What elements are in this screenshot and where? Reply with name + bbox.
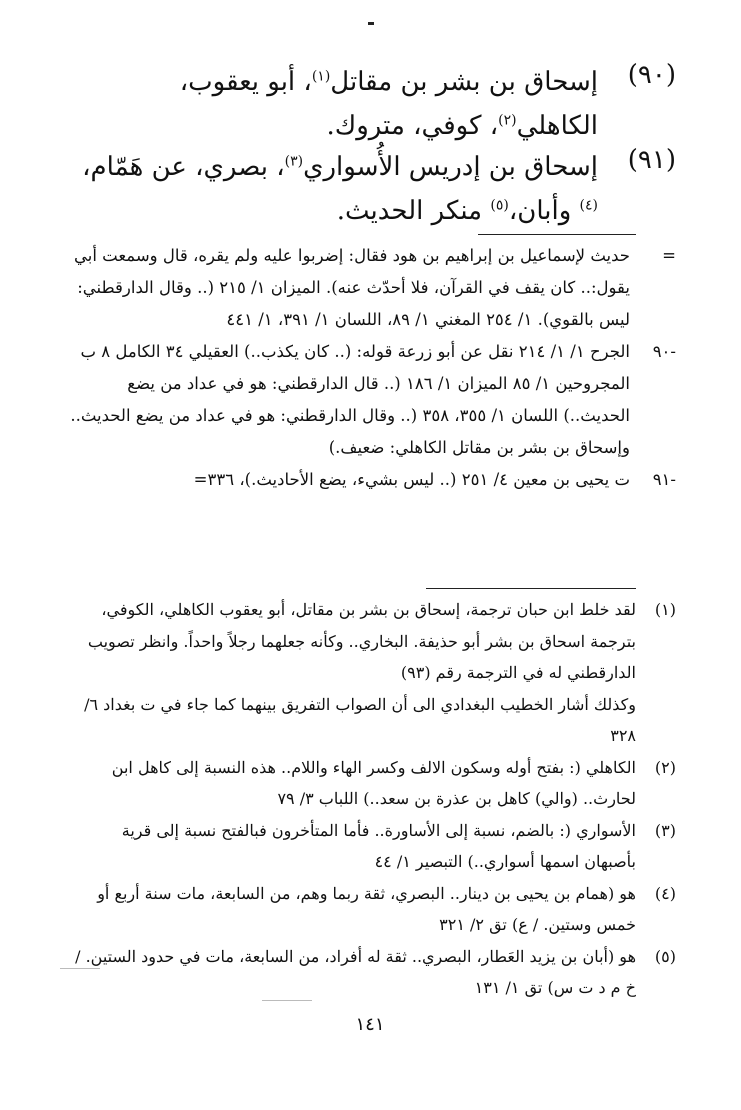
footnote-marker[interactable]: (٣) [284,153,304,170]
reference-marker: -٩٠ [652,342,676,361]
reference-90 [68,336,676,464]
entry-text-part: إسحاق بن بشر بن مقاتل [330,67,598,97]
entry-text-part: منكر الحديث. [336,196,491,226]
entry-text-part: ، كوفي، متروك. [326,111,499,141]
footnote-number: (٥) [654,946,676,966]
reference-91 [68,464,676,496]
footnote-number: (٤) [654,883,676,903]
reference-continued [68,240,676,336]
footnote-2 [68,752,676,815]
reference-text: حديث لإسماعيل بن إبراهيم بن هود فقال: إضربوا عليه ولم يقره، قال وسمعت أبي يقول:.. كان يقف في القرآن، فلا أحدّث عنه). الميزان ١/ ٢١٥ (.. وقال الدارقطني: ليس بالقوي). ١/ ٢٥٤ المغني ١/ ٨٩، اللسان ١/ ٣٩١، ١/ ٤٤١ [73,246,630,329]
entry-number: (٩٠) [627,60,676,90]
entry-text-part: ، بصري، عن هَمّام، [82,152,285,182]
separator-rule [478,234,636,235]
footnote-rule [426,588,636,589]
reference-text: الجرح ١/ ١/ ٢١٤ نقل عن أبو زرعة قوله: (.. كان يكذب..) العقيلي ٣٤ الكامل ٨ ب المجروحين ١/ ٨٥ الميزان ١/ ١٨٦ (.. قال الدارقطني: هو في عداد من يضع الحديث..) اللسان ١/ ٣٥٥، ٣٥٨ (.. وقال الدارقطني: هو في عداد من يضع الحديث.. وإسحاق بن بشر بن مقاتل الكاهلي: ضعيف.) [70,342,630,457]
footnote-1 [68,594,676,689]
entry-text-part: ، أبو يعقوب، الكاهلي [179,67,598,141]
entry-text-part: وأبان، [508,196,580,226]
footnote-3 [68,815,676,878]
footnote-4 [68,878,676,941]
footnote-marker[interactable]: (٥) [490,197,509,214]
footnote-5 [68,941,676,1004]
reference-marker: = [662,246,676,265]
footnote-number: (٢) [654,757,676,777]
footnote-marker[interactable]: (٢) [498,112,517,129]
footnote-number: (٣) [654,820,676,840]
footnote-1-continuation: وكذلك أشار الخطيب البغدادي الى أن الصواب التفريق بينهما كما جاء في ت بغداد ٦/ ٣٢٨ [84,694,636,745]
references-section [68,240,676,496]
footnote-text: لقد خلط ابن حبان ترجمة، إسحاق بن بشر بن مقاتل، أبو يعقوب الكاهلي، الكوفي، بترجمة اسحاق بن بشر أبو حذيفة. البخاري.. وكأنه جعلهما رجلاً واحداً. وانظر تصويب الدارقطني له في الترجمة رقم (٩٣) [87,600,636,682]
entry-text [68,145,598,233]
footnote-text: الكاهلي (: بفتح أوله وسكون الالف وكسر الهاء واللام.. هذه النسبة إلى كاهل ابن لحارث.. (والي) كاهل بن عذرة بن سعد..) اللباب ٣/ ٧٩ [111,757,636,808]
footnote-marker[interactable]: (١) [311,68,331,85]
entry-number: (٩١) [627,145,676,175]
footnote-number: (١) [654,600,676,619]
entry-91 [68,145,676,233]
entry-text-part: إسحاق بن إدريس الأُسواري [303,152,598,182]
footnote-text: هو (أبان بن يزيد العَطار، البصري.. ثقة له أفراد، من السابعة، مات في حدود الستين. / خ م د ت س) تق ١/ ١٣١ [75,946,636,997]
scan-smudge [262,1000,312,1001]
entry-90 [68,60,676,148]
footnote-text: الأسواري (: بالضم، نسبة إلى الأساورة.. فأما المتأخرون فبالفتح نسبة إلى قرية بأصبهان اسمها أسواري..) التبصير ١/ ٤٤ [121,820,636,871]
reference-text: ت يحيى بن معين ٤/ ٢٥١ (.. ليس بشيء، يضع الأحاديث.)، ٣٣٦= [193,470,630,489]
footnote-text: هو (همام بن يحيى بن دينار.. البصري، ثقة ربما وهم، من السابعة، مات سنة أربع أو خمس وستين. / ع) تق ٢/ ٣٢١ [97,883,636,934]
page-number: ١٤١ [355,1014,385,1035]
scan-smudge [60,968,100,969]
top-mark [368,22,374,25]
reference-marker: -٩١ [652,470,676,489]
footnote-marker[interactable]: (٤) [579,197,598,214]
footnotes-section [68,594,676,1004]
entry-text [68,60,598,148]
